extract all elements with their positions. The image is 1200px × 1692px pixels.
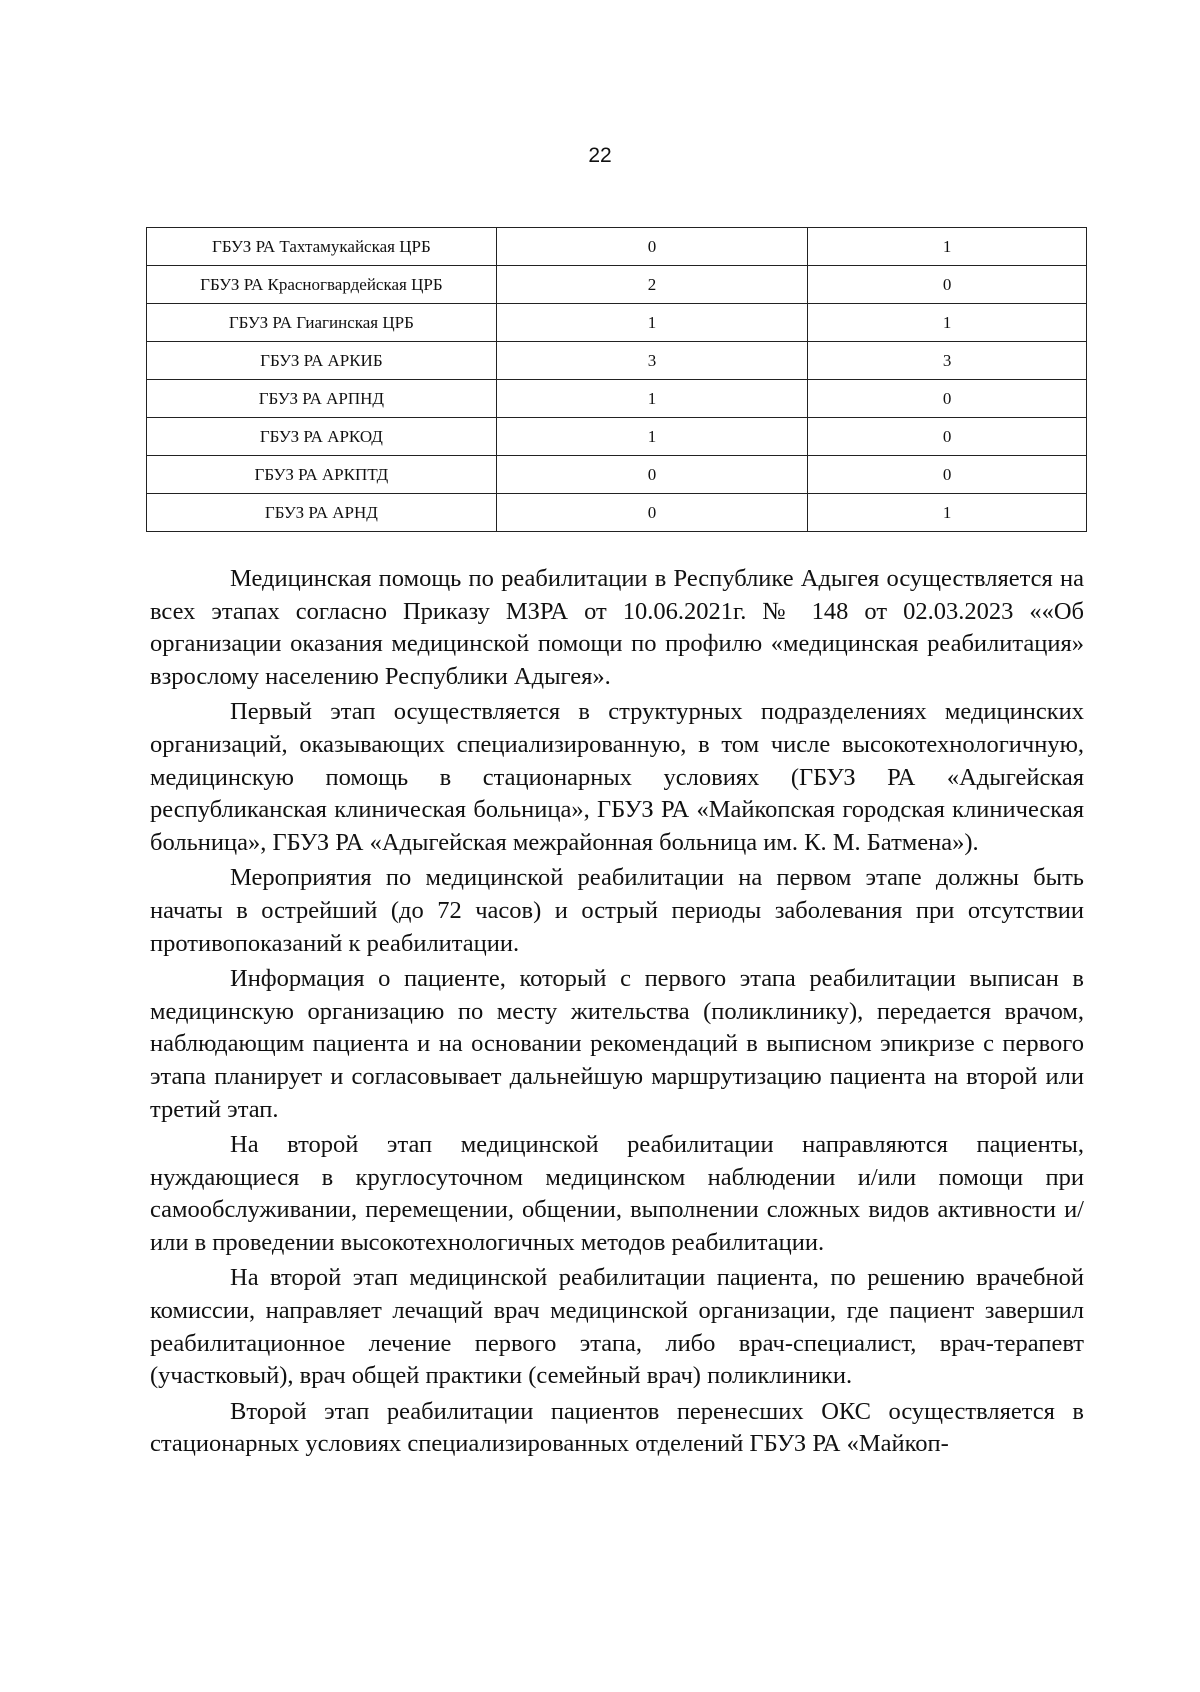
value-cell: 3 — [808, 342, 1087, 380]
paragraph: На второй этап медицинской реабилитации направляются пациенты, нуждающиеся в круглосуточном медицинском наблюдении и/или помощи при самообслуживании, перемещении, общении, выполнении сложных видов активности и/или в проведении высокотехнологичных методов реабилитации. — [150, 1131, 1084, 1256]
facility-name-cell: ГБУЗ РА АРКПТД — [147, 456, 497, 494]
value-cell: 1 — [496, 418, 808, 456]
value-cell: 0 — [496, 456, 808, 494]
value-cell: 1 — [496, 380, 808, 418]
facility-name-cell: ГБУЗ РА АРКИБ — [147, 342, 497, 380]
value-cell: 1 — [496, 304, 808, 342]
facility-name-cell: ГБУЗ РА Гиагинская ЦРБ — [147, 304, 497, 342]
facility-name-cell: ГБУЗ РА АРКОД — [147, 418, 497, 456]
value-cell: 0 — [808, 456, 1087, 494]
value-cell: 1 — [808, 494, 1087, 532]
paragraph: Второй этап реабилитации пациентов перенесших ОКС осуществляется в стационарных условиях специализированных отделений ГБУЗ РА «Майкоп- — [150, 1397, 1084, 1458]
paragraph: Медицинская помощь по реабилитации в Республике Адыгея осуществляется на всех этапах согласно Приказу МЗРА от 10.06.2021г. № 148 от 02.03.2023 ««Об организации оказания медицинской помощи по профилю «медицинская реабилитация» взрослому населению Республики Адыгея». — [150, 565, 1084, 690]
value-cell: 0 — [496, 228, 808, 266]
value-cell: 1 — [808, 304, 1087, 342]
paragraph: Мероприятия по медицинской реабилитации на первом этапе должны быть начаты в острейший (до 72 часов) и острый периоды заболевания при отсутствии противопоказаний к реабилитации. — [150, 864, 1084, 957]
page-number: 22 — [588, 144, 612, 167]
table-row — [147, 456, 1087, 494]
facilities-table — [146, 227, 1087, 532]
document-body — [150, 563, 1084, 1461]
table-row — [147, 266, 1087, 304]
value-cell: 0 — [808, 380, 1087, 418]
table-row — [147, 342, 1087, 380]
value-cell: 0 — [808, 418, 1087, 456]
value-cell: 0 — [808, 266, 1087, 304]
paragraph: Информация о пациенте, который с первого этапа реабилитации выписан в медицинскую организацию по месту жительства (поликлинику), передается врачом, наблюдающим пациента и на основании рекомендаций в выписном эпикризе с первого этапа планирует и согласовывает дальнейшую маршрутизацию пациента на второй или третий этап. — [150, 965, 1084, 1123]
value-cell: 2 — [496, 266, 808, 304]
value-cell: 3 — [496, 342, 808, 380]
table-row — [147, 304, 1087, 342]
value-cell: 1 — [808, 228, 1087, 266]
table-row — [147, 494, 1087, 532]
table-row — [147, 418, 1087, 456]
facility-name-cell: ГБУЗ РА Красногвардейская ЦРБ — [147, 266, 497, 304]
facility-name-cell: ГБУЗ РА Тахтамукайская ЦРБ — [147, 228, 497, 266]
paragraph: Первый этап осуществляется в структурных подразделениях медицинских организаций, оказывающих специализированную, в том числе высокотехнологичную, медицинскую помощь в стационарных условиях (ГБУЗ РА «Адыгейская республиканская клиническая больница», ГБУЗ РА «Майкопская городская клиническая больница», ГБУЗ РА «Адыгейская межрайонная больница им. К. М. Батмена»). — [150, 698, 1084, 856]
facility-name-cell: ГБУЗ РА АРПНД — [147, 380, 497, 418]
paragraph: На второй этап медицинской реабилитации пациента, по решению врачебной комиссии, направляет лечащий врач медицинской организации, где пациент завершил реабилитационное лечение первого этапа, либо врач-специалист, врач-терапевт (участковый), врач общей практики (семейный врач) поликлиники. — [150, 1264, 1084, 1390]
table-row — [147, 380, 1087, 418]
facility-name-cell: ГБУЗ РА АРНД — [147, 494, 497, 532]
table-row — [147, 228, 1087, 266]
value-cell: 0 — [496, 494, 808, 532]
